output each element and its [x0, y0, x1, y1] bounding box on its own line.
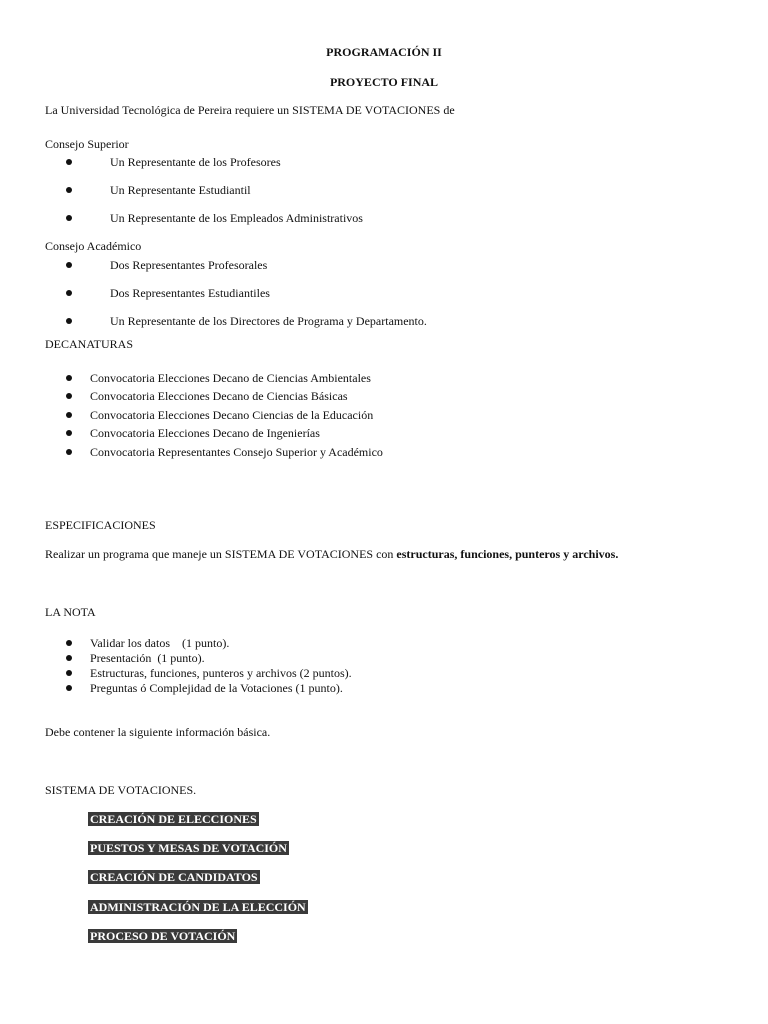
list-item: Convocatoria Representantes Consejo Superior y Académico [90, 445, 383, 459]
bullet-icon [66, 215, 72, 221]
bullet-icon [66, 393, 72, 399]
intro-paragraph: La Universidad Tecnológica de Pereira requiere un SISTEMA DE VOTACIONES de [45, 103, 455, 117]
bullet-icon [66, 449, 72, 455]
module-administracion-eleccion: ADMINISTRACIÓN DE LA ELECCIÓN [90, 900, 306, 914]
module-creacion-candidatos: CREACIÓN DE CANDIDATOS [90, 870, 258, 884]
document-subtitle: PROYECTO FINAL [329, 75, 439, 89]
especificaciones-heading: ESPECIFICACIONES [45, 518, 156, 532]
decanaturas-heading: DECANATURAS [45, 337, 134, 351]
bullet-icon [66, 685, 72, 691]
list-item: Convocatoria Elecciones Decano Ciencias de la Educación [90, 408, 374, 422]
list-item: Dos Representantes Estudiantiles [110, 286, 270, 300]
consejo-academico-heading: Consejo Académico [45, 239, 142, 253]
list-item: Un Representante de los Directores de Programa y Departamento. [110, 314, 427, 328]
list-item: Un Representante Estudiantil [110, 183, 251, 197]
list-item: Convocatoria Elecciones Decano de Ingenierías [90, 426, 320, 440]
list-item: Dos Representantes Profesorales [110, 258, 268, 272]
list-item: Un Representante de los Empleados Administrativos [110, 211, 363, 225]
bullet-icon [66, 412, 72, 418]
document-title: PROGRAMACIÓN II [326, 45, 442, 59]
sistema-heading: SISTEMA DE VOTACIONES. [45, 783, 197, 797]
list-item: Presentación (1 punto). [90, 651, 205, 665]
bullet-icon [66, 159, 72, 165]
bullet-icon [66, 187, 72, 193]
list-item: Preguntas ó Complejidad de la Votaciones (1 punto). [90, 681, 343, 695]
bullet-icon [66, 375, 72, 381]
bullet-icon [66, 318, 72, 324]
info-basica-paragraph: Debe contener la siguiente información básica. [45, 725, 271, 739]
la-nota-heading: LA NOTA [45, 605, 96, 619]
list-item: Validar los datos (1 punto). [90, 636, 230, 650]
list-item: Estructuras, funciones, punteros y archivos (2 puntos). [90, 666, 352, 680]
list-item: Convocatoria Elecciones Decano de Ciencias Ambientales [90, 371, 371, 385]
especificaciones-paragraph [45, 547, 618, 561]
especificaciones-bold-text: estructuras, funciones, punteros y archivos. [396, 547, 619, 561]
list-item: Convocatoria Elecciones Decano de Ciencias Básicas [90, 389, 348, 403]
bullet-icon [66, 655, 72, 661]
module-proceso-votacion: PROCESO DE VOTACIÓN [90, 929, 236, 943]
bullet-icon [66, 640, 72, 646]
module-creacion-elecciones: CREACIÓN DE ELECCIONES [90, 812, 257, 826]
module-puestos-mesas: PUESTOS Y MESAS DE VOTACIÓN [90, 841, 287, 855]
especificaciones-text: Realizar un programa que maneje un SISTEMA DE VOTACIONES con [45, 547, 397, 561]
consejo-superior-heading: Consejo Superior [45, 137, 129, 151]
bullet-icon [66, 430, 72, 436]
bullet-icon [66, 290, 72, 296]
bullet-icon [66, 670, 72, 676]
list-item: Un Representante de los Profesores [110, 155, 281, 169]
bullet-icon [66, 262, 72, 268]
